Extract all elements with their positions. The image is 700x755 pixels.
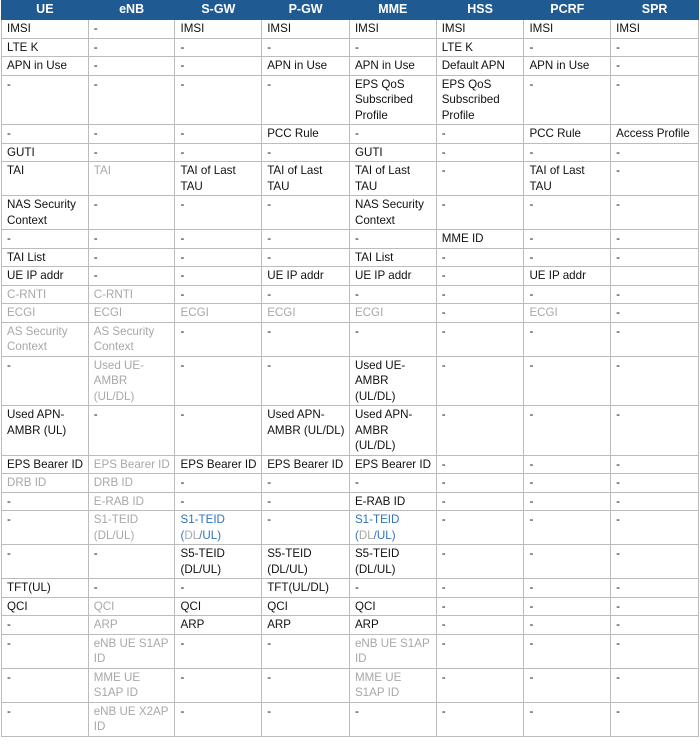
cell-ue: APN in Use — [2, 57, 89, 76]
cell-sgw: - — [175, 474, 262, 493]
cell-ue: - — [2, 616, 89, 635]
cell-mme: NAS Security Context — [349, 196, 436, 230]
cell-mme: - — [349, 38, 436, 57]
cell-hss: - — [436, 322, 524, 356]
cell-enb: EPS Bearer ID — [88, 455, 175, 474]
cell-pcrf: TAI of Last TAU — [524, 162, 611, 196]
header-row — [2, 1, 699, 20]
cell-sgw: TAI of Last TAU — [175, 162, 262, 196]
cell-mme: GUTI — [349, 143, 436, 162]
table-row — [2, 304, 699, 323]
table-row — [2, 579, 699, 598]
cell-enb: ECGI — [88, 304, 175, 323]
header-hss: HSS — [436, 1, 524, 20]
cell-mme: eNB UE S1AP ID — [349, 634, 436, 668]
cell-pgw: TAI of Last TAU — [262, 162, 350, 196]
table-row — [2, 38, 699, 57]
cell-spr: - — [611, 545, 699, 579]
cell-spr — [611, 267, 699, 286]
cell-mme: E-RAB ID — [349, 492, 436, 511]
cell-sgw: - — [175, 267, 262, 286]
cell-sgw: - — [175, 579, 262, 598]
cell-ue: - — [2, 634, 89, 668]
cell-sgw: - — [175, 285, 262, 304]
cell-mme: TAI of Last TAU — [349, 162, 436, 196]
cell-pcrf: - — [524, 474, 611, 493]
header-mme: MME — [349, 1, 436, 20]
cell-pgw: - — [262, 322, 350, 356]
cell-pcrf: ECGI — [524, 304, 611, 323]
cell-hss: - — [436, 406, 524, 456]
table-row — [2, 455, 699, 474]
ue-context-table — [1, 0, 699, 737]
table-row — [2, 406, 699, 456]
table-row — [2, 597, 699, 616]
cell-mme: - — [349, 702, 436, 736]
cell-sgw: - — [175, 143, 262, 162]
table-row — [2, 356, 699, 406]
cell-pcrf: - — [524, 38, 611, 57]
cell-mme: - — [349, 285, 436, 304]
cell-ue: TFT(UL) — [2, 579, 89, 598]
cell-mme: QCI — [349, 597, 436, 616]
cell-hss: - — [436, 597, 524, 616]
cell-pgw: - — [262, 492, 350, 511]
table-row — [2, 474, 699, 493]
cell-spr: - — [611, 492, 699, 511]
cell-spr: - — [611, 579, 699, 598]
header-pcrf: PCRF — [524, 1, 611, 20]
table-row — [2, 702, 699, 736]
cell-hss: - — [436, 285, 524, 304]
cell-ue: - — [2, 511, 89, 545]
cell-pgw: - — [262, 511, 350, 545]
cell-pcrf: - — [524, 285, 611, 304]
cell-pgw: - — [262, 248, 350, 267]
cell-pgw: - — [262, 668, 350, 702]
cell-sgw: - — [175, 492, 262, 511]
cell-pcrf: - — [524, 322, 611, 356]
cell-spr: - — [611, 304, 699, 323]
table-row — [2, 248, 699, 267]
cell-pgw: - — [262, 634, 350, 668]
cell-ue: QCI — [2, 597, 89, 616]
cell-pgw: - — [262, 474, 350, 493]
cell-sgw: - — [175, 57, 262, 76]
cell-enb: - — [88, 38, 175, 57]
cell-enb: - — [88, 196, 175, 230]
cell-pgw: - — [262, 75, 350, 125]
cell-enb: - — [88, 20, 175, 39]
cell-pgw: IMSI — [262, 20, 350, 39]
cell-sgw: - — [175, 356, 262, 406]
cell-sgw: - — [175, 75, 262, 125]
cell-hss: - — [436, 304, 524, 323]
cell-mme: APN in Use — [349, 57, 436, 76]
header-enb: eNB — [88, 1, 175, 20]
cell-pgw: ECGI — [262, 304, 350, 323]
cell-spr: - — [611, 511, 699, 545]
cell-hss: - — [436, 634, 524, 668]
table-row — [2, 545, 699, 579]
table-row — [2, 20, 699, 39]
cell-mme: - — [349, 579, 436, 598]
cell-enb: - — [88, 57, 175, 76]
cell-hss: - — [436, 511, 524, 545]
cell-hss: - — [436, 455, 524, 474]
cell-sgw: - — [175, 196, 262, 230]
cell-ue: AS Security Context — [2, 322, 89, 356]
cell-mme: - — [349, 474, 436, 493]
cell-pcrf: - — [524, 511, 611, 545]
cell-mme: - — [349, 230, 436, 249]
cell-enb: - — [88, 579, 175, 598]
cell-enb: - — [88, 406, 175, 456]
cell-pgw: - — [262, 38, 350, 57]
cell-ue: - — [2, 75, 89, 125]
cell-enb: DRB ID — [88, 474, 175, 493]
table-row — [2, 196, 699, 230]
cell-mme: EPS QoS Subscribed Profile — [349, 75, 436, 125]
cell-hss: - — [436, 125, 524, 144]
cell-pgw: TFT(UL/DL) — [262, 579, 350, 598]
cell-mme: S1-TEID (DL/UL) — [349, 511, 436, 545]
cell-spr: - — [611, 230, 699, 249]
cell-pgw: - — [262, 143, 350, 162]
cell-sgw: S5-TEID (DL/UL) — [175, 545, 262, 579]
cell-pcrf: - — [524, 579, 611, 598]
cell-mme: MME UE S1AP ID — [349, 668, 436, 702]
cell-ue: EPS Bearer ID — [2, 455, 89, 474]
cell-mme: ARP — [349, 616, 436, 635]
table-row — [2, 162, 699, 196]
cell-mme: Used UE-AMBR (UL/DL) — [349, 356, 436, 406]
cell-enb: - — [88, 230, 175, 249]
cell-pgw: EPS Bearer ID — [262, 455, 350, 474]
cell-hss: - — [436, 267, 524, 286]
table-row — [2, 57, 699, 76]
cell-enb: ARP — [88, 616, 175, 635]
cell-spr: IMSI — [611, 20, 699, 39]
cell-pcrf: - — [524, 356, 611, 406]
cell-ue: TAI — [2, 162, 89, 196]
cell-enb: Used UE-AMBR (UL/DL) — [88, 356, 175, 406]
cell-ue: C-RNTI — [2, 285, 89, 304]
table-row — [2, 285, 699, 304]
cell-mme: S5-TEID (DL/UL) — [349, 545, 436, 579]
cell-pgw: Used APN-AMBR (UL/DL) — [262, 406, 350, 456]
cell-mme: Used APN-AMBR (UL/DL) — [349, 406, 436, 456]
cell-pcrf: - — [524, 668, 611, 702]
cell-spr: - — [611, 597, 699, 616]
cell-hss: - — [436, 668, 524, 702]
cell-pcrf: - — [524, 634, 611, 668]
cell-sgw: - — [175, 248, 262, 267]
dl-label: DL — [184, 528, 200, 542]
cell-pgw: PCC Rule — [262, 125, 350, 144]
cell-pgw: - — [262, 702, 350, 736]
cell-spr: - — [611, 162, 699, 196]
cell-ue: LTE K — [2, 38, 89, 57]
cell-sgw: - — [175, 634, 262, 668]
cell-sgw: S1-TEID (DL/UL) — [175, 511, 262, 545]
cell-pgw: UE IP addr — [262, 267, 350, 286]
cell-sgw: IMSI — [175, 20, 262, 39]
cell-enb: - — [88, 125, 175, 144]
cell-pcrf: IMSI — [524, 20, 611, 39]
cell-spr: - — [611, 634, 699, 668]
cell-mme: ECGI — [349, 304, 436, 323]
cell-hss: EPS QoS Subscribed Profile — [436, 75, 524, 125]
table-row — [2, 511, 699, 545]
cell-hss: IMSI — [436, 20, 524, 39]
cell-sgw: - — [175, 406, 262, 456]
cell-mme: UE IP addr — [349, 267, 436, 286]
table-row — [2, 143, 699, 162]
cell-enb: eNB UE X2AP ID — [88, 702, 175, 736]
cell-spr: - — [611, 455, 699, 474]
cell-sgw: - — [175, 230, 262, 249]
cell-hss: - — [436, 356, 524, 406]
cell-sgw: ARP — [175, 616, 262, 635]
table-row — [2, 634, 699, 668]
cell-ue: DRB ID — [2, 474, 89, 493]
cell-spr: - — [611, 616, 699, 635]
cell-hss: Default APN — [436, 57, 524, 76]
table-row — [2, 267, 699, 286]
cell-pcrf: - — [524, 196, 611, 230]
cell-pgw: - — [262, 230, 350, 249]
cell-spr: - — [611, 143, 699, 162]
cell-mme: - — [349, 125, 436, 144]
cell-pgw: S5-TEID (DL/UL) — [262, 545, 350, 579]
header-ue: UE — [2, 1, 89, 20]
cell-spr: - — [611, 356, 699, 406]
cell-spr: - — [611, 285, 699, 304]
header-spr: SPR — [611, 1, 699, 20]
cell-hss: - — [436, 492, 524, 511]
cell-hss: - — [436, 616, 524, 635]
header-sgw: S-GW — [175, 1, 262, 20]
table-row — [2, 322, 699, 356]
cell-pgw: ARP — [262, 616, 350, 635]
header-pgw: P-GW — [262, 1, 350, 20]
cell-mme: EPS Bearer ID — [349, 455, 436, 474]
cell-sgw: - — [175, 702, 262, 736]
cell-pgw: - — [262, 356, 350, 406]
cell-pcrf: PCC Rule — [524, 125, 611, 144]
cell-spr: - — [611, 38, 699, 57]
cell-ue: ECGI — [2, 304, 89, 323]
cell-sgw: - — [175, 322, 262, 356]
cell-hss: MME ID — [436, 230, 524, 249]
cell-hss: - — [436, 143, 524, 162]
cell-pcrf: - — [524, 248, 611, 267]
cell-ue: Used APN-AMBR (UL) — [2, 406, 89, 456]
cell-pcrf: UE IP addr — [524, 267, 611, 286]
cell-mme: IMSI — [349, 20, 436, 39]
cell-pgw: QCI — [262, 597, 350, 616]
cell-ue: GUTI — [2, 143, 89, 162]
table-row — [2, 492, 699, 511]
cell-spr: - — [611, 57, 699, 76]
cell-sgw: EPS Bearer ID — [175, 455, 262, 474]
cell-sgw: - — [175, 668, 262, 702]
cell-ue: NAS Security Context — [2, 196, 89, 230]
cell-spr: - — [611, 668, 699, 702]
cell-ue: - — [2, 356, 89, 406]
cell-enb: AS Security Context — [88, 322, 175, 356]
cell-pcrf: - — [524, 143, 611, 162]
cell-pcrf: - — [524, 597, 611, 616]
cell-ue: - — [2, 668, 89, 702]
cell-spr: - — [611, 474, 699, 493]
cell-hss: - — [436, 474, 524, 493]
cell-sgw: - — [175, 38, 262, 57]
cell-enb: S1-TEID (DL/UL) — [88, 511, 175, 545]
cell-enb: TAI — [88, 162, 175, 196]
cell-hss: - — [436, 545, 524, 579]
cell-ue: UE IP addr — [2, 267, 89, 286]
cell-sgw: ECGI — [175, 304, 262, 323]
cell-pgw: - — [262, 196, 350, 230]
cell-pcrf: - — [524, 455, 611, 474]
cell-spr: - — [611, 406, 699, 456]
cell-pcrf: - — [524, 75, 611, 125]
cell-pcrf: - — [524, 230, 611, 249]
cell-pgw: - — [262, 285, 350, 304]
table-row — [2, 230, 699, 249]
cell-spr: Access Profile — [611, 125, 699, 144]
cell-pcrf: - — [524, 616, 611, 635]
cell-pcrf: - — [524, 492, 611, 511]
table-row — [2, 616, 699, 635]
cell-enb: - — [88, 75, 175, 125]
cell-enb: MME UE S1AP ID — [88, 668, 175, 702]
cell-spr: - — [611, 248, 699, 267]
table-row — [2, 75, 699, 125]
cell-ue: - — [2, 230, 89, 249]
cell-enb: - — [88, 248, 175, 267]
cell-hss: - — [436, 248, 524, 267]
cell-hss: - — [436, 702, 524, 736]
cell-spr: - — [611, 196, 699, 230]
cell-ue: - — [2, 492, 89, 511]
cell-enb: - — [88, 545, 175, 579]
cell-spr: - — [611, 702, 699, 736]
cell-sgw: QCI — [175, 597, 262, 616]
cell-enb: E-RAB ID — [88, 492, 175, 511]
cell-sgw: - — [175, 125, 262, 144]
cell-pgw: APN in Use — [262, 57, 350, 76]
cell-pcrf: - — [524, 702, 611, 736]
cell-enb: - — [88, 267, 175, 286]
cell-spr: - — [611, 75, 699, 125]
cell-mme: - — [349, 322, 436, 356]
cell-mme: TAI List — [349, 248, 436, 267]
cell-enb: QCI — [88, 597, 175, 616]
table-row — [2, 125, 699, 144]
cell-ue: - — [2, 545, 89, 579]
cell-pcrf: - — [524, 406, 611, 456]
cell-hss: - — [436, 196, 524, 230]
dl-label: DL — [358, 528, 374, 542]
cell-ue: TAI List — [2, 248, 89, 267]
cell-pcrf: APN in Use — [524, 57, 611, 76]
table-row — [2, 668, 699, 702]
cell-ue: - — [2, 125, 89, 144]
cell-ue: - — [2, 702, 89, 736]
cell-pcrf: - — [524, 545, 611, 579]
cell-hss: - — [436, 579, 524, 598]
cell-ue: IMSI — [2, 20, 89, 39]
cell-hss: - — [436, 162, 524, 196]
cell-enb: eNB UE S1AP ID — [88, 634, 175, 668]
cell-spr: - — [611, 322, 699, 356]
cell-hss: LTE K — [436, 38, 524, 57]
cell-enb: - — [88, 143, 175, 162]
cell-enb: C-RNTI — [88, 285, 175, 304]
